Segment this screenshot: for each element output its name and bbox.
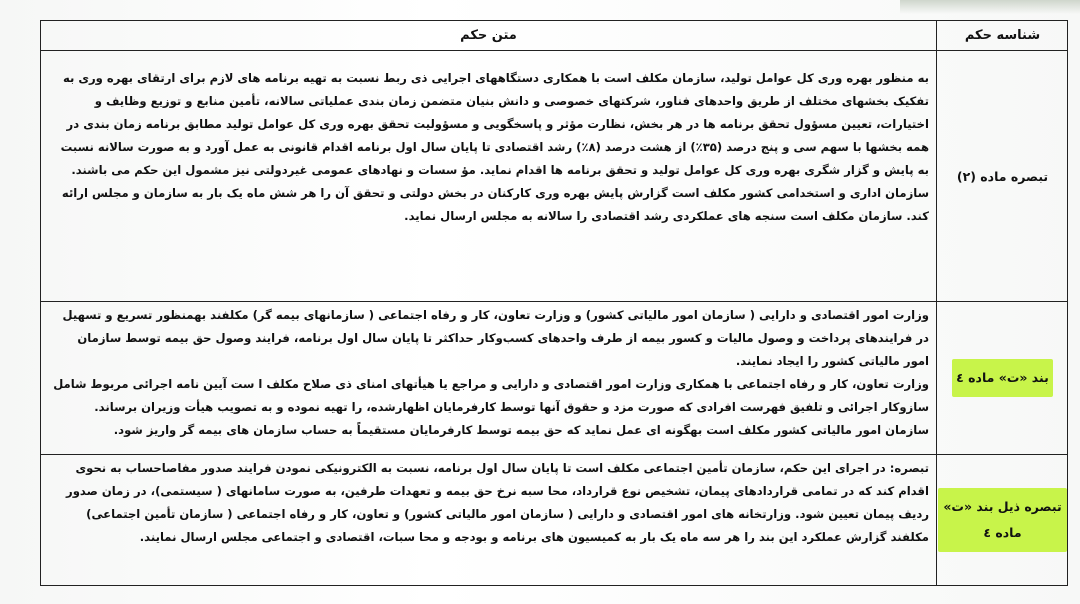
row-1-id (938, 51, 1067, 301)
row-divider-1 (41, 301, 1067, 302)
header-text-column: متن حکم (460, 28, 517, 43)
header-divider (41, 50, 1067, 51)
page-edge-shadow (900, 0, 1080, 14)
header-id-column: شناسه حکم (964, 28, 1041, 43)
row-3-text (49, 457, 929, 549)
row-2-paragraph-2: وزارت تعاون، کار و رفاه اجتماعی با همکاری وزارت امور اقتصادی و دارایی و مراجع یا هیأتهای امنای ذی صلاح مکلف ا ست آیین نامه اجرائی مربوط شامل سازوکار اجرائی و تلفیق فهرست افرادی که صورت مزد و حقوق آنها توسط کارفرمایان اظهارشده، را تهیه نموده و به تصویب هیأت وزیران برساند. سازمان امور مالیاتی کشور مکلف است بهگونه ای عمل نماید که حق بیمه توسط کارفرمایان مستقیماً به حساب سازمان های بیمه گر واریز شود. (53, 377, 929, 437)
row-2-paragraph-1: وزارت امور اقتصادی و دارایی ( سازمان امور مالیاتی کشور) و وزارت تعاون، کار و رفاه اجتماعی ( سازمانهای بیمه گر) مکلفند بهمنظور تسریع و تسهیل در فرایندهای پرداخت و وصول مالیات و کسور بیمه از طرف واحدهای کسب‌وکار حداکثر تا پایان سال اول برنامه، فرایند وصول حق بیمه توسط سازمان امور مالیاتی کشور را ایجاد نمایند. (62, 308, 929, 368)
row-1-paragraph-1: به منظور بهره وری کل عوامل تولید، سازمان مکلف است با همکاری دستگاههای اجرایی ذی ربط نسبت به تهیه برنامه های لازم برای ارتقای بهره وری به تفکیک بخشهای مختلف از طریق واحدهای فناور، شرکتهای خصوصی و دانش بنیان متضمن زمان بندی عملیاتی سالانه، تأمین منابع و توزیع وظایف و اختیارات، تعیین مسؤول تحقق برنامه ها در هر بخش، نظارت مؤثر و پاسخگویی و مسؤولیت تحقق بهره وری کل عوامل تولید مطابق برنامه زمان بندی در همه بخشها با سهم سی و پنج درصد (۳۵٪) از هشت درصد (۸٪) رشد اقتصادی تا پایان سال اول برنامه اقدام قانونی به عمل آورد و به صورت سالانه نسبت به پایش و گزار شگری بهره وری کل عوامل تولید و تحقق برنامه ها اقدام نماید. مؤ سسات و نهادهای عمومی غیردولتی نیز مشمول این حکم می باشند. (60, 71, 929, 177)
ruling-table (40, 20, 1068, 586)
row-2-id (938, 302, 1067, 454)
row-3-id (938, 455, 1067, 585)
row-2-text (49, 304, 929, 442)
row-2-id-label: بند «ت» ماده ٤ (952, 359, 1053, 397)
column-divider (936, 21, 937, 585)
row-3-paragraph-1: تبصره: در اجرای این حکم، سازمان تأمین اجتماعی مکلف است تا پایان سال اول برنامه، نسبت به الکترونیکی نمودن فرایند صدور مفاصاحساب به نحوی اقدام کند که در تمامی قراردادهای پیمان، تشخیص نوع قرارداد، محا سبه نرخ حق بیمه و تعهدات طرفین، به صورت سامانهای ( سیستمی)، در زمان صدور ردیف پیمان تعیین شود. وزارتخانه های امور اقتصادی و دارایی ( سازمان امور مالیاتی کشور) و تعاون، کار و رفاه اجتماعی ( سازمان تأمین اجتماعی) مکلفند گزارش عملکرد این بند را هر سه ماه یک بار به کمیسیون های برنامه و بودجه و محا سبات، اقتصادی و اجتماعی مجلس ارسال نمایند. (66, 461, 929, 544)
row-1-id-label: تبصره ماده (۲) (956, 168, 1049, 184)
row-divider-2 (41, 454, 1067, 455)
row-1-paragraph-2: سازمان اداری و استخدامی کشور مکلف است گزارش پایش بهره وری کارکنان در بخش دولتی و تحقق آن را هر شش ماه یک بار به سازمان و مجلس ارائه کند. سازمان مکلف است سنجه های عملکردی رشد اقتصادی را سالانه به مجلس ارسال نماید. (61, 186, 929, 223)
row-3-id-label: تبصره ذیل بند «ت» ماده ٤ (938, 488, 1067, 552)
row-1-text (49, 67, 929, 228)
